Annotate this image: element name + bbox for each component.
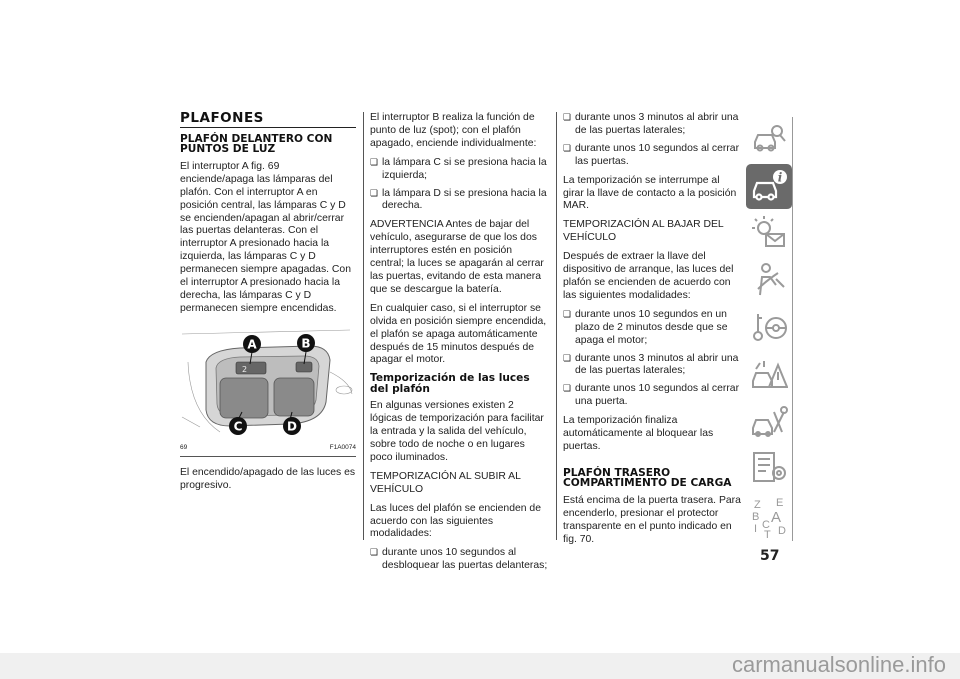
paragraph: En algunas versiones existen 2 lógicas de temporización para facilitar la entrada y la salida del vehículo, sobre todo de noche o en lugares poco iluminados. bbox=[370, 400, 544, 463]
tab-divider bbox=[792, 117, 793, 541]
list-item: ❏ la lámpara C si se presiona hacia la izquierda; bbox=[370, 157, 548, 183]
index-letter: T bbox=[764, 529, 771, 538]
section-title-timing: Temporización de las luces del plafón bbox=[370, 372, 530, 395]
bullet-list bbox=[563, 112, 741, 169]
svg-text:i: i bbox=[777, 170, 783, 185]
paragraph: La temporización se interrumpe al girar la llave de contacto a la posición MAR. bbox=[563, 174, 737, 212]
column-1 bbox=[180, 112, 356, 499]
ceiling-light-drawing bbox=[180, 322, 354, 440]
list-item: ❏ durante unos 10 segundos al desbloquear las puertas delanteras; bbox=[370, 547, 548, 573]
bullet-list bbox=[370, 547, 548, 573]
index-letter: D bbox=[778, 525, 786, 537]
watermark-bar bbox=[0, 653, 960, 679]
paragraph: En cualquier caso, si el interruptor se olvida en posición siempre encendida, el plafón se apaga automáticamente después de 15 minutos después de apagar el motor. bbox=[370, 302, 547, 366]
index-letter: A bbox=[771, 509, 782, 526]
watermark-text: carmanualsonline.info bbox=[731, 652, 946, 677]
svg-text:2: 2 bbox=[242, 364, 248, 374]
column-divider bbox=[556, 112, 557, 540]
specifications-icon[interactable] bbox=[746, 446, 792, 492]
section-title-rear-light: PLAFÓN TRASERO COMPARTIMENTO DE CARGA bbox=[563, 466, 732, 490]
page-title: PLAFONES bbox=[180, 112, 356, 128]
index-letter: E bbox=[776, 497, 784, 509]
figure-69-illustration bbox=[180, 322, 354, 440]
index-letter: I bbox=[754, 523, 758, 535]
paragraph: La temporización finaliza automáticamente al bloquear las puertas. bbox=[563, 415, 714, 452]
list-item: ❏ la lámpara D si se presiona hacia la derecha. bbox=[370, 188, 548, 214]
section-title-front-light: PLAFÓN DELANTERO CON PUNTOS DE LUZ bbox=[180, 132, 333, 156]
safety-person-icon[interactable] bbox=[746, 258, 792, 304]
index-letter: B bbox=[752, 511, 760, 523]
column-2 bbox=[370, 112, 548, 579]
bullet-list bbox=[563, 309, 741, 409]
list-item: ❏ durante unos 3 minutos al abrir una de las puertas laterales; bbox=[563, 112, 741, 138]
paragraph: TEMPORIZACIÓN AL BAJAR DEL VEHÍCULO bbox=[563, 219, 724, 244]
paragraph: TEMPORIZACIÓN AL SUBIR AL VEHÍCULO bbox=[370, 470, 521, 495]
figure-number: 69 bbox=[180, 443, 188, 451]
paragraph: Las luces del plafón se encienden de acuerdo con las siguientes modalidades: bbox=[370, 502, 541, 540]
key-steering-icon[interactable] bbox=[746, 305, 792, 351]
list-item: ❏ durante unos 10 segundos en un plazo de 2 minutos desde que se apaga el motor; bbox=[563, 309, 741, 348]
paragraph: Después de extraer la llave del dispositivo de arranque, las luces del plafón se encienden de acuerdo con las siguientes modalidades: bbox=[563, 251, 734, 301]
figure-caption bbox=[180, 442, 356, 457]
car-info-icon[interactable] bbox=[746, 164, 792, 210]
index-icon[interactable] bbox=[746, 493, 792, 539]
warning-paragraph: ADVERTENCIA Antes de bajar del vehículo, asegurarse de que los dos interruptores estén en posición central; la luces se apagarán al cerrar las puertas, evitando de esta manera que se descargue la batería. bbox=[370, 219, 544, 295]
chapter-tabs bbox=[746, 117, 792, 541]
svg-text:C: C bbox=[233, 419, 243, 434]
figure-code: F1A0074 bbox=[329, 443, 356, 451]
svg-text:D: D bbox=[287, 419, 297, 434]
warning-lights-icon[interactable] bbox=[746, 211, 792, 257]
paragraph: El interruptor A fig. 69 enciende/apaga las lámparas del plafón. Con el interruptor A en posición central, las lámparas C y D se encienden/apagan al abrir/cerrar las puertas delanteras. Con el interruptor A presionado hacia la izquierda, las lámparas C y D permanecen siempre apagadas. Con el interruptor A presionado hacia la derecha, las lámparas C y D permanecen siempre encendidas. bbox=[180, 160, 351, 314]
list-item: ❏ durante unos 10 segundos al cerrar las puertas. bbox=[563, 143, 741, 169]
car-inspect-icon[interactable] bbox=[746, 117, 792, 163]
column-3 bbox=[563, 112, 741, 552]
index-letter: C bbox=[762, 519, 770, 531]
svg-text:B: B bbox=[301, 336, 311, 351]
list-item: ❏ durante unos 3 minutos al abrir una de las puertas laterales; bbox=[563, 353, 741, 379]
breakdown-icon[interactable] bbox=[746, 352, 792, 398]
bullet-list bbox=[370, 157, 548, 214]
maintenance-icon[interactable] bbox=[746, 399, 792, 445]
paragraph: Está encima de la puerta trasera. Para encenderlo, presionar el protector transparente en el punto indicado en fig. 70. bbox=[563, 494, 741, 545]
list-item: ❏ durante unos 10 segundos al cerrar una puerta. bbox=[563, 383, 741, 409]
svg-text:A: A bbox=[247, 337, 257, 352]
index-letter: Z bbox=[754, 499, 761, 511]
paragraph: El interruptor B realiza la función de punto de luz (spot); con el plafón apagado, enciende individualmente: bbox=[370, 112, 537, 149]
column-divider bbox=[363, 112, 364, 540]
page-number: 57 bbox=[760, 548, 780, 564]
paragraph: El encendido/apagado de las luces es progresivo. bbox=[180, 466, 356, 491]
